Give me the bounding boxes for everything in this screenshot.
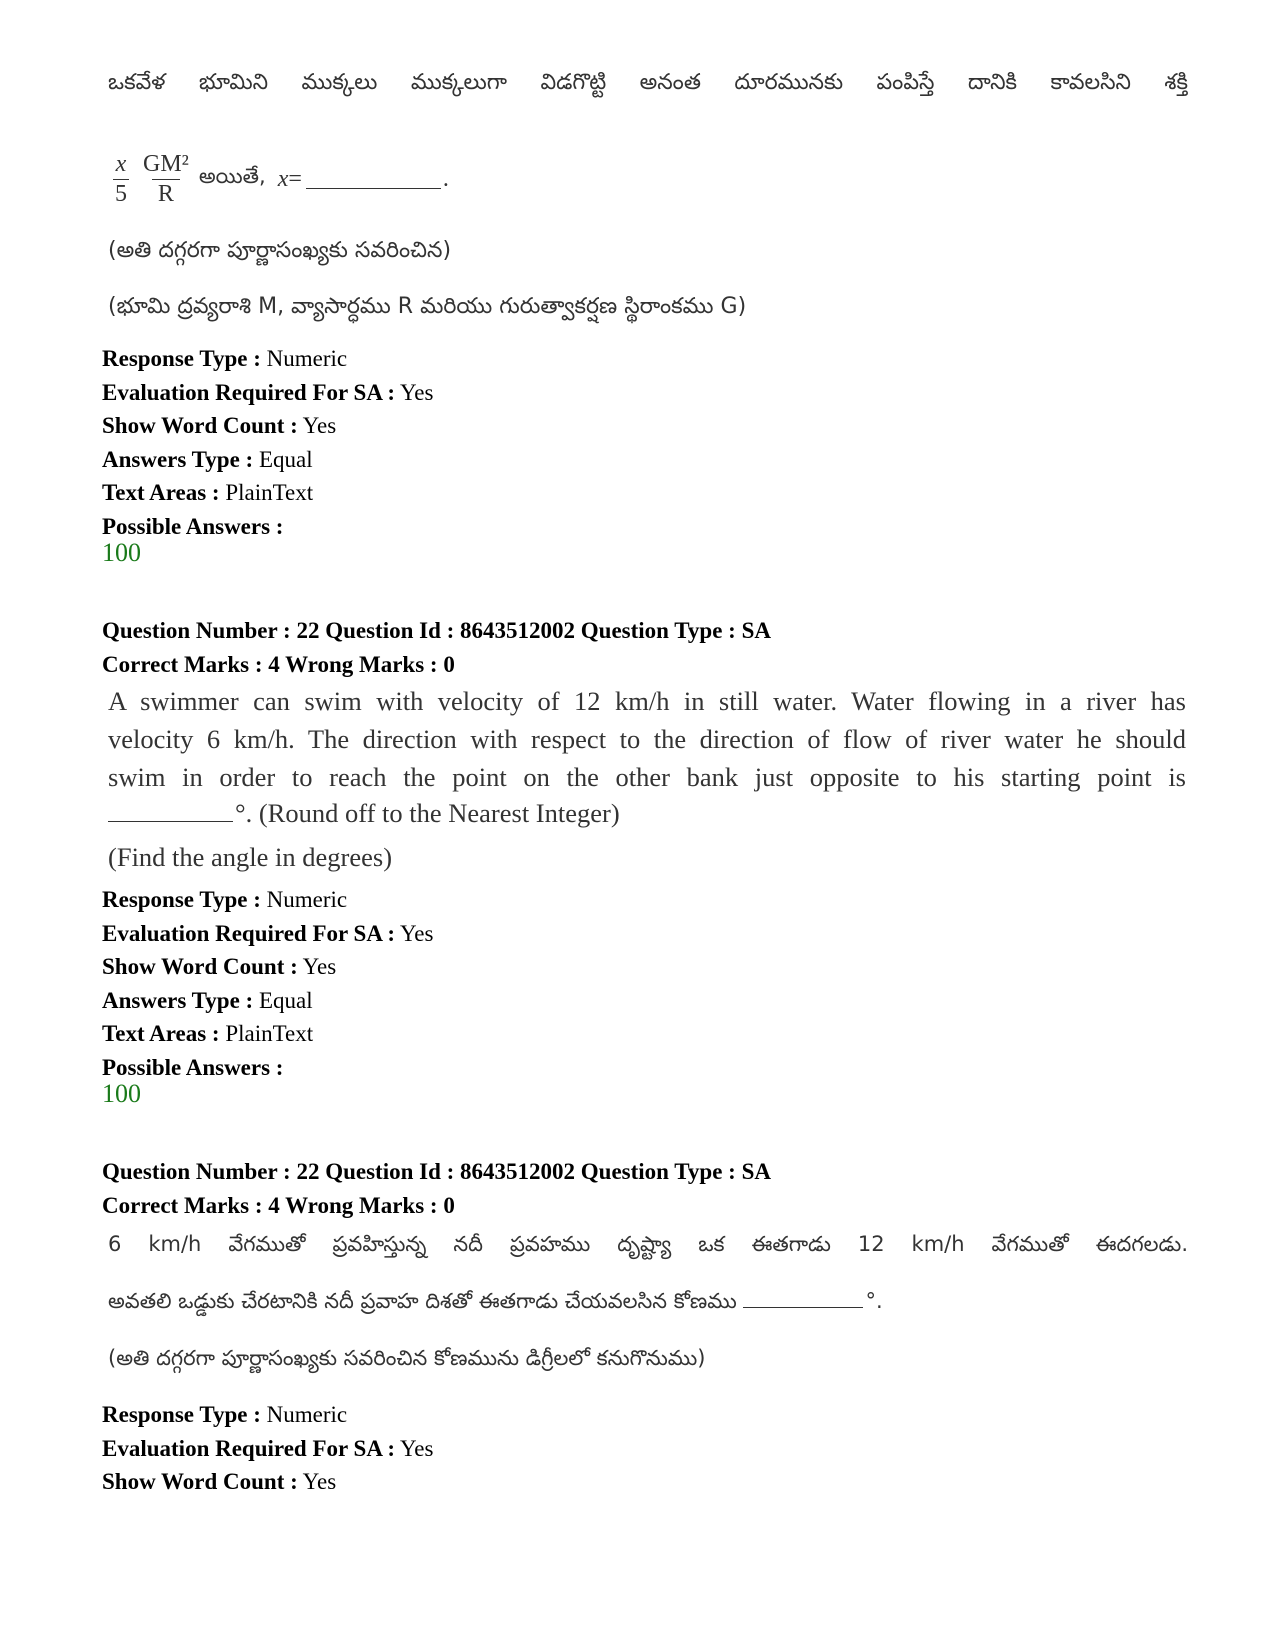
formula-variable: x <box>277 165 289 192</box>
marks-line: Correct Marks : 4 Wrong Marks : 0 <box>102 652 455 677</box>
telugu-question-line-1: ఒకవేళ భూమిని ముక్కలు ముక్కలుగా విడగొట్టి అనంత దూరమునకు పంపిస్తే దానికి కావలసిని శక్తి <box>108 70 1188 95</box>
possible-answer: 100 <box>102 538 141 567</box>
question-header <box>102 614 771 682</box>
fraction-x-over-5: $\frac{x}{5}$ <box>115 150 127 207</box>
answer-blank <box>743 1291 863 1308</box>
meta-row: Show Word Count : Yes <box>102 1469 337 1494</box>
question-metadata <box>102 342 433 543</box>
question-text-line-1: A swimmer can swim with velocity of 12 km/h in still water. Water flowing in a river has <box>108 686 1186 716</box>
formula-equals: = <box>288 165 302 192</box>
meta-row: Text Areas : PlainText <box>102 480 314 505</box>
telugu-question-line-1: 6 km/h వేగముతో ప్రవహిస్తున్న నదీ ప్రవహము దృష్ట్యా ఒక ఈతగాడు 12 km/h వేగముతో ఈదగలడు. <box>108 1232 1188 1256</box>
answer-blank <box>306 170 441 189</box>
question-header <box>102 1155 771 1223</box>
meta-row: Evaluation Required For SA : Yes <box>102 379 434 405</box>
telugu-question-line-2: అవతలి ఒడ్డుకు చేరటానికి నదీ ప్రవాహ దిశతో ఈతగాడు చేయవలసిన కోణము °. <box>108 1289 883 1313</box>
question-text-line-3: swim in order to reach the point on the other bank just opposite to his starting point is <box>108 762 1186 792</box>
meta-row: Show Word Count : Yes <box>102 413 337 438</box>
formula <box>113 144 449 214</box>
question-text-line-2: velocity 6 km/h. The direction with respect to the direction of flow of river water he should <box>108 724 1186 754</box>
possible-answer: 100 <box>102 1079 141 1108</box>
question-number-line: Question Number : 22 Question Id : 8643512002 Question Type : SA <box>102 1159 771 1184</box>
meta-row: Answers Type : Equal <box>102 987 313 1013</box>
marks-line: Correct Marks : 4 Wrong Marks : 0 <box>102 1193 455 1218</box>
question-metadata <box>102 883 433 1084</box>
question-text-line-5: (Find the angle in degrees) <box>108 842 393 872</box>
meta-row: Response Type : Numeric <box>102 1402 348 1427</box>
meta-row: Possible Answers : <box>102 1054 284 1080</box>
meta-row: Response Type : Numeric <box>102 887 348 912</box>
meta-row: Response Type : Numeric <box>102 346 348 371</box>
meta-row: Text Areas : PlainText <box>102 1021 314 1046</box>
question-metadata <box>102 1398 433 1499</box>
meta-row: Evaluation Required For SA : Yes <box>102 1435 434 1461</box>
telugu-question-line-3: (భూమి ద్రవ్యరాశి M, వ్యాసార్ధము R మరియు గురుత్వాకర్షణ స్థిరాంకము G) <box>108 294 747 319</box>
fraction-gm2-over-r: $\frac{\text{GM²}}{R}$ <box>143 150 189 207</box>
meta-row: Answers Type : Equal <box>102 446 313 472</box>
telugu-question-line-3: (అతి దగ్గరగా పూర్ణాసంఖ్యకు సవరించిన కోణమును డిగ్రీలలో కనుగొనుము) <box>108 1346 706 1370</box>
meta-row: Evaluation Required For SA : Yes <box>102 920 434 946</box>
question-number-line: Question Number : 22 Question Id : 8643512002 Question Type : SA <box>102 618 771 643</box>
telugu-question-line-2: (అతి దగ్గరగా పూర్ణాసంఖ్యకు సవరించిన) <box>108 238 452 263</box>
question-text-line-4: °. (Round off to the Nearest Integer) <box>108 798 1186 829</box>
meta-row: Possible Answers : <box>102 513 284 539</box>
answer-blank <box>108 801 233 822</box>
formula-telugu-word: అయితే, <box>198 164 266 188</box>
meta-row: Show Word Count : Yes <box>102 954 337 979</box>
formula-end: . <box>442 165 449 192</box>
